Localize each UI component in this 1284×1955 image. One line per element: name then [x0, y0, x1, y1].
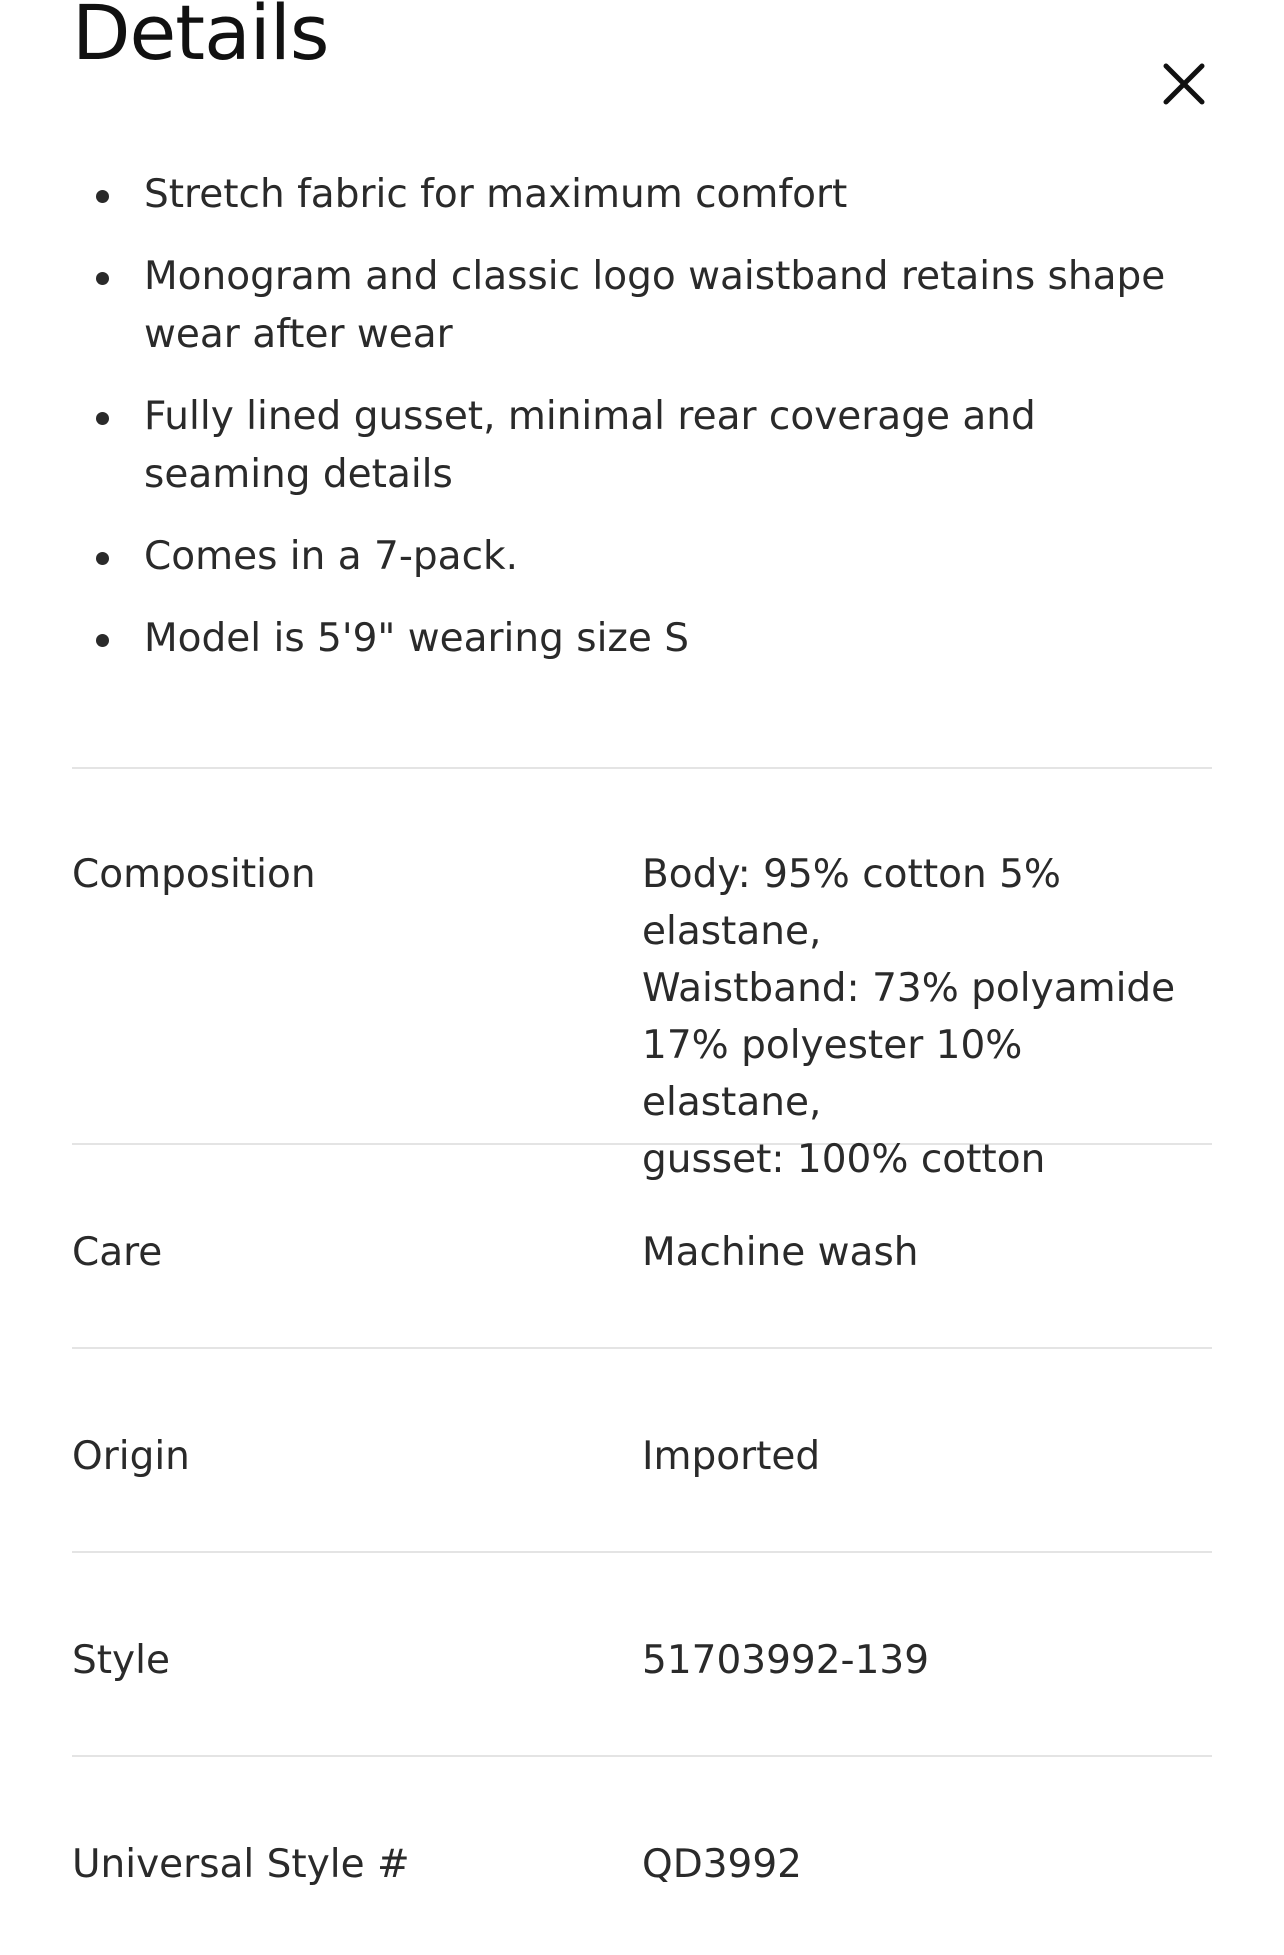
list-item-text: Monogram and classic logo waistband retains shape wear after wear — [144, 254, 1166, 357]
spec-value: Machine wash — [642, 1230, 919, 1275]
bullet-dot-icon — [96, 552, 109, 565]
list-item — [72, 248, 1212, 364]
spec-label: Style — [72, 1638, 170, 1683]
bullet-dot-icon — [96, 412, 109, 425]
list-item — [72, 528, 1212, 586]
spec-row-composition — [72, 767, 1212, 1182]
spec-value — [642, 846, 1212, 1188]
spec-label: Composition — [72, 852, 316, 897]
spec-value: 51703992-139 — [642, 1638, 930, 1683]
spec-row-universal-style — [72, 1755, 1212, 1955]
composition-line: Body: 95% cotton 5% elastane, — [642, 852, 1061, 954]
bullet-dot-icon — [96, 272, 109, 285]
feature-list — [72, 166, 1212, 692]
bullet-dot-icon — [96, 634, 109, 647]
spec-value: QD3992 — [642, 1842, 802, 1887]
spec-row-style — [72, 1551, 1212, 1755]
composition-line: 17% polyester 10% elastane, — [642, 1023, 1023, 1125]
spec-label: Care — [72, 1230, 163, 1275]
list-item — [72, 610, 1212, 668]
close-button[interactable] — [1152, 52, 1216, 116]
composition-line: gusset: 100% cotton — [642, 1137, 1046, 1182]
spec-value: Imported — [642, 1434, 821, 1479]
list-item-text: Comes in a 7-pack. — [144, 534, 519, 579]
list-item-text: Fully lined gusset, minimal rear coverage and seaming details — [144, 394, 1036, 497]
bullet-dot-icon — [96, 190, 109, 203]
spec-row-origin — [72, 1347, 1212, 1551]
composition-line: Waistband: 73% polyamide — [642, 966, 1176, 1011]
spec-label: Universal Style # — [72, 1842, 410, 1887]
close-icon — [1152, 52, 1216, 116]
spec-table — [72, 767, 1212, 1955]
list-item — [72, 166, 1212, 224]
page-title: Details — [72, 0, 329, 77]
list-item-text: Model is 5'9" wearing size S — [144, 616, 690, 661]
spec-label: Origin — [72, 1434, 190, 1479]
list-item — [72, 388, 1212, 504]
list-item-text: Stretch fabric for maximum comfort — [144, 172, 848, 217]
